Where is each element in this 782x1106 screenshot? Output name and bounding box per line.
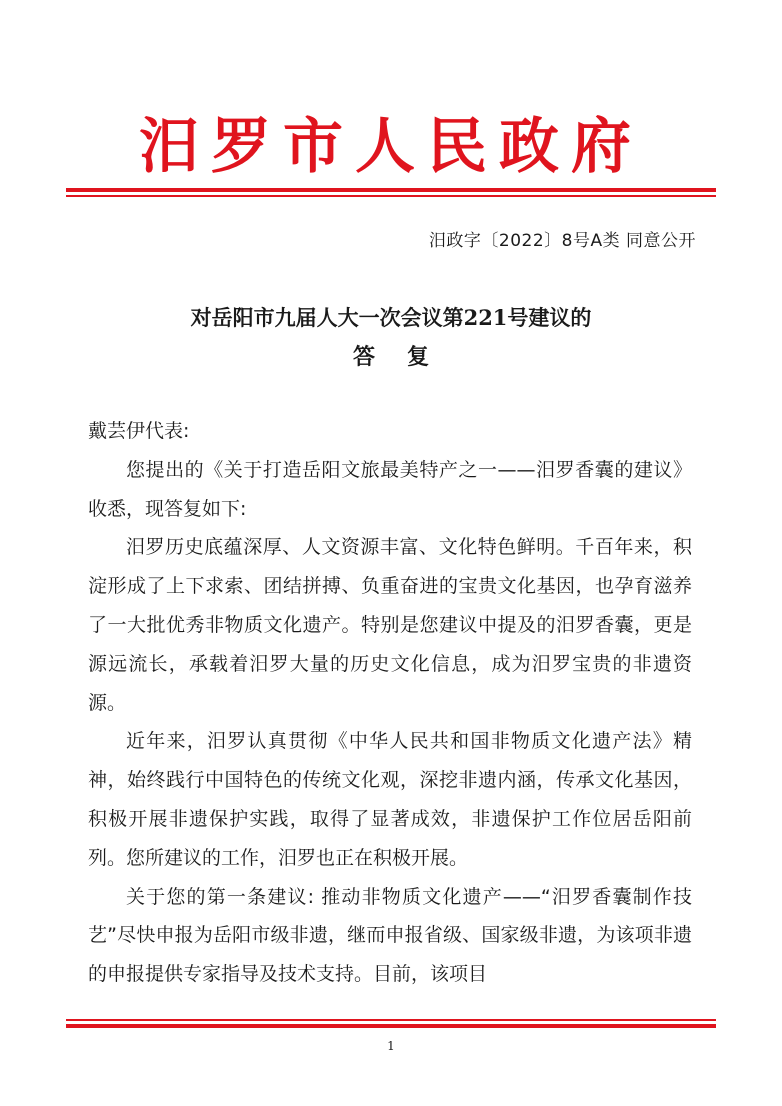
- document-title: 对岳阳市九届人大一次会议第221号建议的: [190, 305, 592, 330]
- document-title-reply: 答复: [352, 344, 461, 370]
- body-paragraph: 关于您的第一条建议: 推动非物质文化遗产——“汨罗香囊制作技艺”尽快申报为岳阳市级非遗，继而申报省级、国家级非遗，为该项非遗的申报提供专家指导及技术支持。目前，该项目: [88, 885, 692, 986]
- agency-header-title: 汨罗市人民政府: [139, 112, 643, 182]
- footer-rule-thin: [66, 1019, 716, 1021]
- document-body: [88, 412, 692, 994]
- salutation: 戴芸伊代表:: [88, 420, 190, 442]
- footer-rule-thick: [66, 1024, 716, 1028]
- page-number: 1: [387, 1039, 395, 1053]
- body-paragraph: 您提出的《关于打造岳阳文旅最美特产之一——汨罗香囊的建议》收悉，现答复如下:: [88, 458, 692, 520]
- document-number: 汨政字〔2022〕8号A类 同意公开: [428, 231, 696, 251]
- body-paragraph: 汨罗历史底蕴深厚、人文资源丰富、文化特色鲜明。千百年来，积淀形成了上下求索、团结拼搏、负重奋进的宝贵文化基因，也孕育滋养了一大批优秀非物质文化遗产。特别是您建议中提及的汨罗香囊，更是源远流长，承载着汨罗大量的历史文化信息，成为汨罗宝贵的非遗资源。: [88, 536, 692, 714]
- header-rule-thick: [66, 188, 716, 192]
- header-rule-thin: [66, 195, 716, 197]
- body-paragraph: 近年来，汨罗认真贯彻《中华人民共和国非物质文化遗产法》精神，始终践行中国特色的传统文化观，深挖非遗内涵，传承文化基因，积极开展非遗保护实践，取得了显著成效，非遗保护工作位居岳阳前列。您所建议的工作，汨罗也正在积极开展。: [88, 730, 692, 869]
